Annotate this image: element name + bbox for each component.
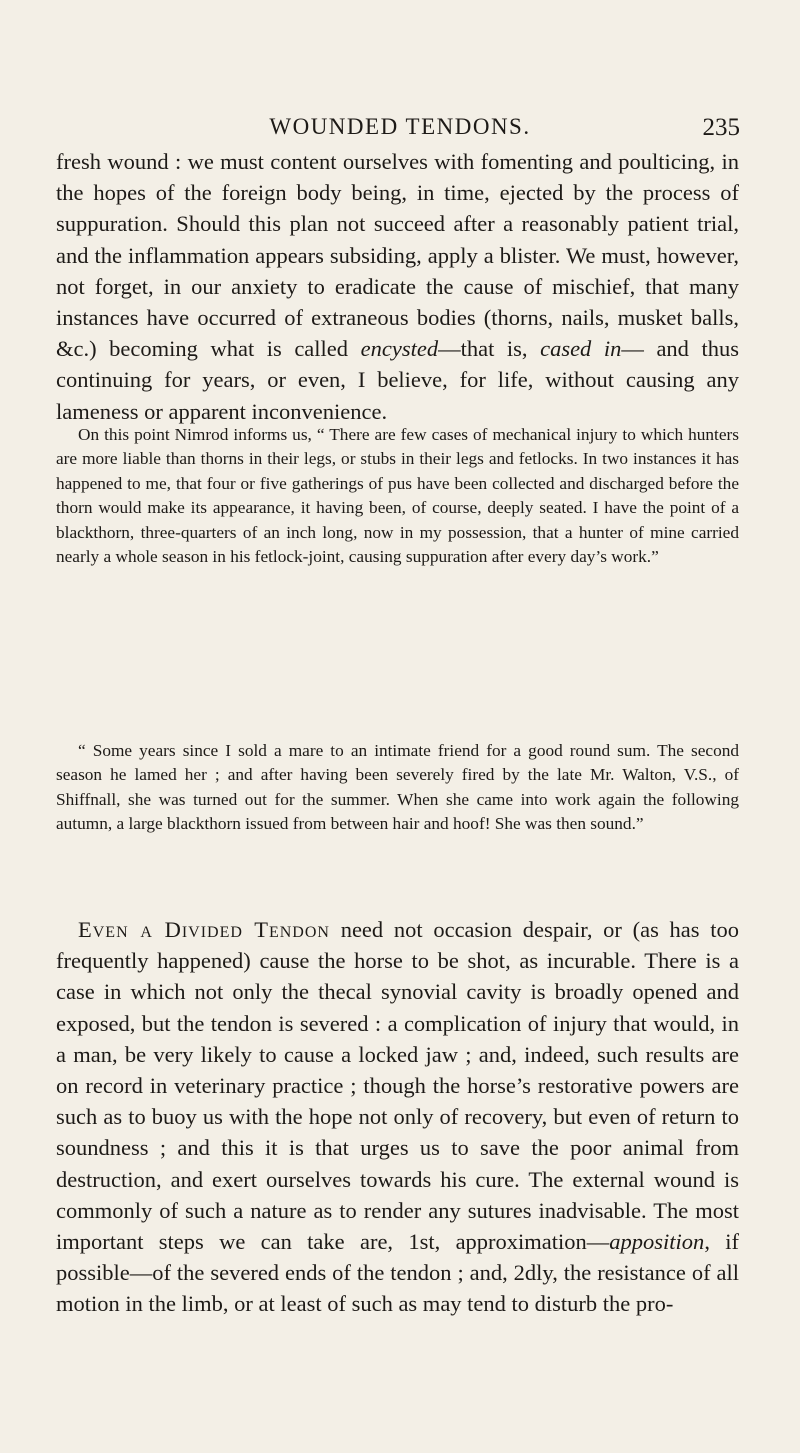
page-number: 235: [702, 114, 740, 141]
paragraph-text: need not occasion despair, or (as has too frequently happened) cause the horse to be shot, as incurable. There is a case in which not only the thecal synovial cavity is broadly opened and exposed, but the tendon is severed : a complication of injury that would, in a man, be very likely to cause a locked jaw ; and, indeed, such results are on record in veterinary practice ; though the horse’s restorative powers are such as to buoy us with the hope not only of recovery, but even of return to soundness ; and this it is that urges us to save the poor animal from destruction, and exert ourselves towards his cure. The external wound is commonly of such a nature as to render any sutures inadvisable. The most important steps we can take are, 1st, approximation—: [56, 917, 739, 1255]
running-title: WOUNDED TENDONS.: [269, 114, 531, 139]
paragraph-foreign-bodies: [56, 146, 739, 427]
italic-term-encysted: encysted: [360, 336, 439, 362]
paragraph-text: , if possible—of the severed ends of the tendon ; and, 2dly, the resistance of all motion in the limb, or at least of such as may tend to disturb the pro-: [56, 1229, 739, 1317]
quotation-mare: “ Some years since I sold a mare to an intimate friend for a good round sum. The second season he lamed her ; and after having been severely fired by the late Mr. Walton, V.S., of Shiffnall, she was turned out for the summer. When she came into work again the following autumn, a large blackthorn issued from between hair and hoof! She was then sound.”: [56, 741, 739, 834]
page-header: [60, 114, 740, 150]
paragraph-text: —that is,: [438, 336, 541, 362]
italic-term-apposition: apposition: [609, 1229, 705, 1255]
section-lead-smallcaps: Even a Divided Tendon: [78, 917, 330, 942]
quotation-nimrod: On this point Nimrod informs us, “ There are few cases of mechanical injury to which hunters are more liable than thorns in their legs, or stubs in their legs and fetlocks. In two instances it has happened to me, that four or five gatherings of pus have been collected and discharged before the thorn would make its appearance, it having been, of course, deeply seated. I have the point of a blackthorn, three-quarters of an inch long, now in my possession, that a hunter of mine carried nearly a whole season in his fetlock-joint, causing suppuration after every day’s work.”: [56, 425, 739, 567]
paragraph-text: fresh wound : we must content ourselves with fomenting and poulticing, in the hopes of the foreign body being, in time, ejected by the process of suppuration. Should this plan not succeed after a reasonably patient trial, and the inflammation appears subsiding, apply a blister. We must, however, not forget, in our anxiety to eradicate the cause of mischief, that many instances have occurred of extraneous bodies (thorns, nails, musket balls, &c.) becoming what is called: [56, 149, 739, 362]
paragraph-divided-tendon: [56, 914, 739, 1320]
italic-term-cased-in: cased in: [540, 336, 622, 362]
paragraph-text: — and thus continuing for years, or even, I believe, for life, without causing any lameness or apparent inconvenience.: [56, 336, 739, 424]
